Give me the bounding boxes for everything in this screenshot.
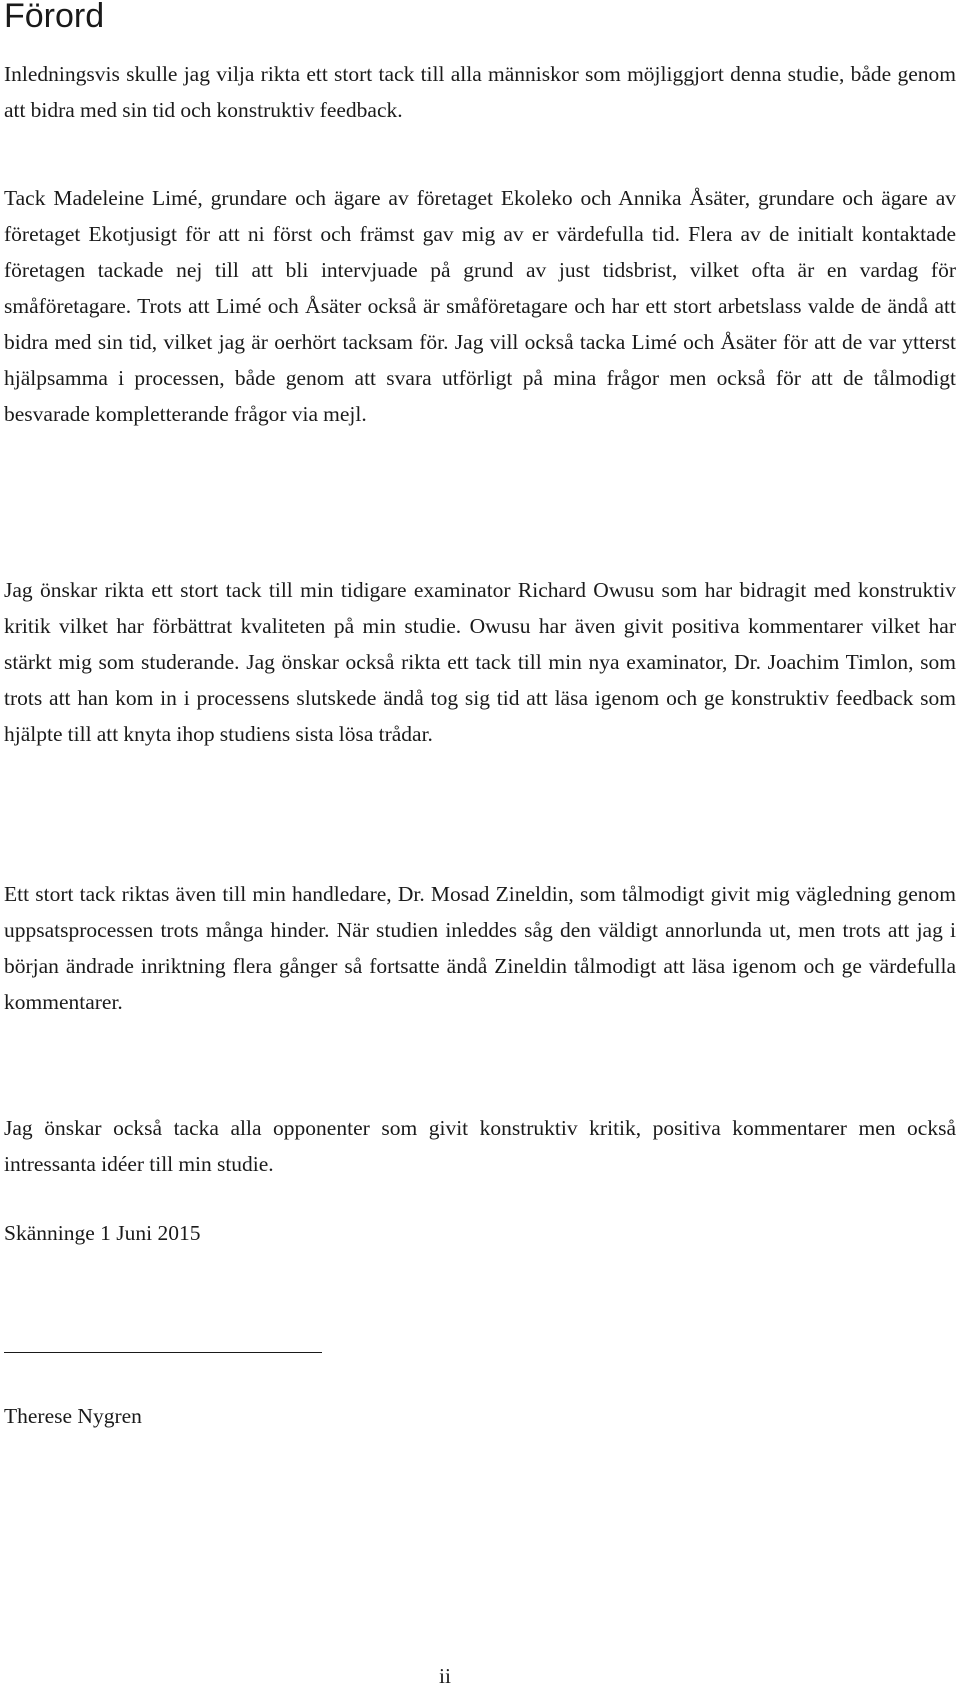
place-and-date: Skänninge 1 Juni 2015 [4,1221,201,1245]
paragraph-intro: Inledningsvis skulle jag vilja rikta ett stort tack till alla människor som möjliggjort denna studie, både genom att bidra med sin tid och konstruktiv feedback. [4,62,956,122]
paragraph-company-thanks: Tack Madeleine Limé, grundare och ägare av företaget Ekoleko och Annika Åsäter, grundare och ägare av företaget Ekotjusigt för att ni först och främst gav mig av er värdefulla tid. Flera av de initialt kontaktade företagen tackade nej till att bli intervjuade på grund av just tidsbrist, vilket ofta är en vardag för småföretagare. Trots att Limé och Åsäter också är småföretagare och har ett stort arbetslass valde de ändå att bidra med sin tid, vilket jag är oerhört tacksam för. Jag vill också tacka Limé och Åsäter för att de var ytterst hjälpsamma i processen, både genom att svara utförligt på mina frågor men också för att de tålmodigt besvarade kompletterande frågor via mejl. [4,186,956,426]
page-number: ii [439,1664,451,1688]
signature-line [4,1352,322,1353]
paragraph-supervisor-thanks: Ett stort tack riktas även till min handledare, Dr. Mosad Zineldin, som tålmodigt givit mig vägledning genom uppsatsprocessen trots många hinder. När studien inleddes såg den väldigt annorlunda ut, men trots att jag i början ändrade inriktning flera gånger så fortsatte ändå Zineldin tålmodigt att läsa igenom och ge värdefulla kommentarer. [4,882,956,1014]
signer-name: Therese Nygren [4,1404,142,1428]
paragraph-examiner-thanks: Jag önskar rikta ett stort tack till min tidigare examinator Richard Owusu som har bidragit med konstruktiv kritik vilket har förbättrat kvaliteten på min studie. Owusu har även givit positiva kommentarer vilket har stärkt mig som studerande. Jag önskar också rikta ett tack till min nya examinator, Dr. Joachim Timlon, som trots att han kom in i processens slutskede ändå tog sig tid att läsa igenom och ge konstruktiv feedback som hjälpte till att knyta ihop studiens sista lösa trådar. [4,578,956,746]
paragraph-opponent-thanks: Jag önskar också tacka alla opponenter som givit konstruktiv kritik, positiva kommentarer men också intressanta idéer till min studie. [4,1116,956,1176]
page-heading: Förord [4,0,105,35]
